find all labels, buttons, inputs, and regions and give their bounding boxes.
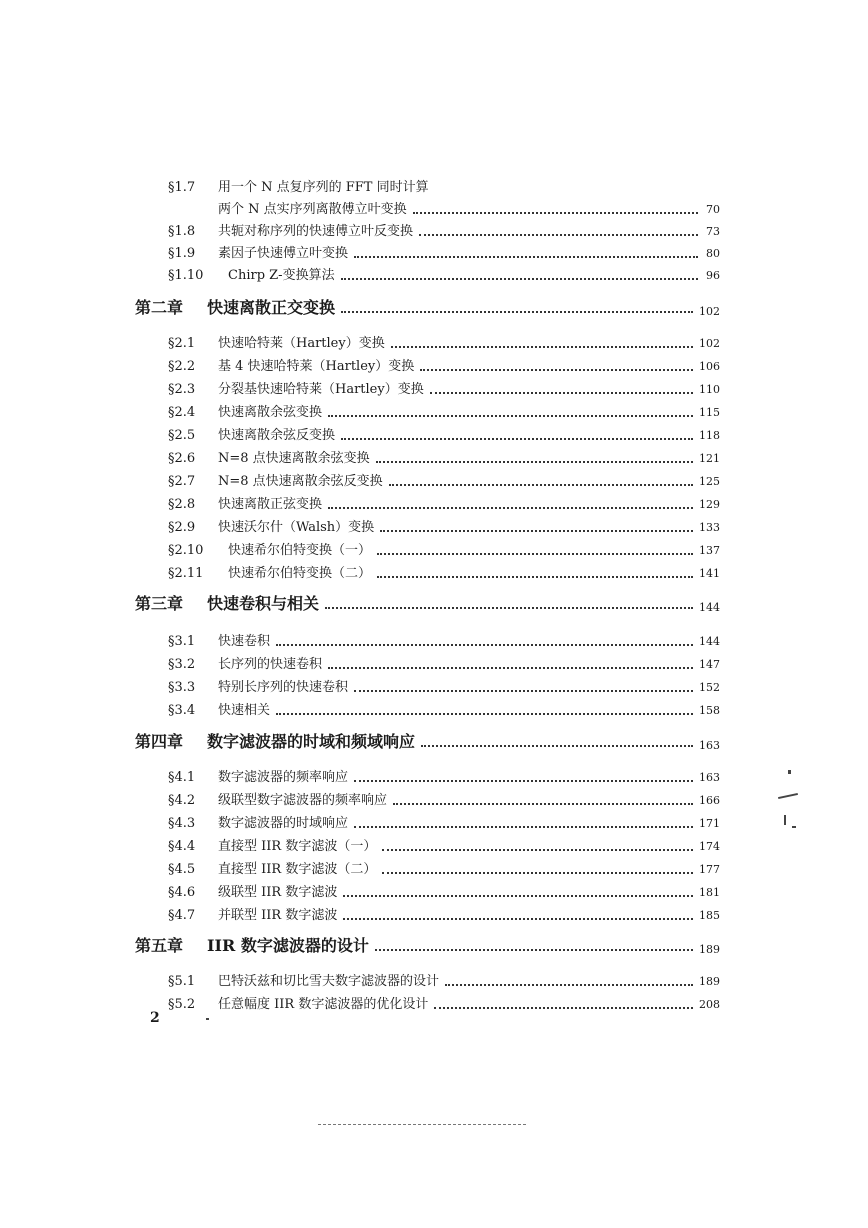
- toc-entry-1-7-cont: [218, 198, 720, 218]
- section-number: §5.2: [168, 997, 196, 1012]
- dot-leader: [341, 277, 698, 280]
- section-number: §5.1: [168, 974, 196, 989]
- toc-entry-2-10: [168, 539, 720, 559]
- toc-entry-4-1: [168, 766, 720, 786]
- section-title: 级联型数字滤波器的频率响应: [218, 793, 388, 808]
- chapter-title: 数字滤波器的时域和频域响应: [207, 732, 416, 751]
- section-number: §2.10: [168, 543, 204, 558]
- page-number: 147: [699, 658, 720, 671]
- dot-leader: [382, 848, 693, 851]
- page-number: 102: [699, 337, 720, 350]
- dot-leader: [430, 391, 693, 394]
- toc-entry-2-1: [168, 332, 720, 352]
- section-title: 快速卷积: [218, 634, 271, 649]
- toc-entry-1-8: [168, 220, 720, 240]
- chapter-title: 快速离散正交变换: [207, 298, 336, 317]
- page-number: 133: [699, 521, 720, 534]
- dot-leader: [445, 983, 693, 986]
- page-number: 152: [699, 681, 720, 694]
- section-title: 快速离散余弦反变换: [218, 428, 336, 443]
- section-number: §4.1: [168, 770, 196, 785]
- section-title: 共轭对称序列的快速傅立叶反变换: [218, 224, 414, 239]
- chapter-number: 第四章: [135, 732, 184, 751]
- toc-chapter-3: [135, 592, 720, 614]
- page-number: 144: [699, 601, 720, 614]
- section-title: 分裂基快速哈特莱（Hartley）变换: [218, 382, 424, 397]
- dot-leader: [341, 437, 693, 440]
- page-number: 141: [699, 567, 720, 580]
- section-title: 特别长序列的快速卷积: [218, 680, 349, 695]
- page-number: 189: [699, 943, 720, 956]
- dot-leader: [413, 211, 698, 214]
- section-title: 基 4 快速哈特莱（Hartley）变换: [218, 359, 415, 374]
- chapter-number: 第二章: [135, 298, 184, 317]
- section-title: 快速沃尔什（Walsh）变换: [218, 520, 375, 535]
- page-number: 102: [699, 305, 720, 318]
- toc-entry-5-2: [168, 993, 720, 1013]
- section-number: §2.3: [168, 382, 196, 397]
- section-number: §1.9: [168, 246, 196, 261]
- toc-entry-3-2: [168, 653, 720, 673]
- section-number: §2.7: [168, 474, 196, 489]
- section-title: 长序列的快速卷积: [218, 657, 323, 672]
- page-number: 70: [706, 203, 720, 216]
- toc-chapter-5: [135, 934, 720, 956]
- toc-entry-1-10: [168, 264, 720, 284]
- dot-leader: [421, 744, 693, 747]
- scan-speck: [784, 815, 786, 825]
- page-number: 121: [699, 452, 720, 465]
- page-number: 137: [699, 544, 720, 557]
- section-title: 并联型 IIR 数字滤波: [218, 908, 338, 923]
- section-number: §2.4: [168, 405, 196, 420]
- chapter-title: IIR 数字滤波器的设计: [207, 936, 369, 955]
- toc-chapter-2: [135, 296, 720, 318]
- section-title: N=8 点快速离散余弦反变换: [218, 474, 383, 489]
- section-title: 两个 N 点实序列离散傅立叶变换: [218, 202, 407, 217]
- page-number: 80: [706, 247, 720, 260]
- toc-entry-4-2: [168, 789, 720, 809]
- dot-leader: [375, 948, 693, 951]
- page-number: 181: [699, 886, 720, 899]
- toc-entry-4-3: [168, 812, 720, 832]
- dot-leader: [276, 712, 693, 715]
- section-number: §3.2: [168, 657, 196, 672]
- dot-leader: [325, 606, 693, 609]
- dot-leader: [354, 255, 698, 258]
- toc-entry-2-3: [168, 378, 720, 398]
- section-title: Chirp Z-变换算法: [228, 268, 335, 283]
- section-number: §4.2: [168, 793, 196, 808]
- dot-leader: [380, 529, 693, 532]
- section-title: 巴特沃兹和切比雪夫数字滤波器的设计: [218, 974, 440, 989]
- page-number: 118: [699, 429, 720, 442]
- section-title: 快速相关: [218, 703, 271, 718]
- dot-leader: [354, 825, 693, 828]
- section-number: §2.9: [168, 520, 196, 535]
- page-number: 174: [699, 840, 720, 853]
- scan-footer-line: [318, 1124, 526, 1127]
- section-number: §4.4: [168, 839, 196, 854]
- toc-entry-2-7: [168, 470, 720, 490]
- dot-leader: [343, 917, 693, 920]
- page-number: 189: [699, 975, 720, 988]
- section-title: 数字滤波器的频率响应: [218, 770, 349, 785]
- section-number: §4.7: [168, 908, 196, 923]
- toc-entry-2-2: [168, 355, 720, 375]
- section-number: §3.4: [168, 703, 196, 718]
- toc-entry-3-1: [168, 630, 720, 650]
- section-title: 快速希尔伯特变换（二）: [228, 566, 372, 581]
- page-number: 208: [699, 998, 720, 1011]
- toc-entry-3-4: [168, 699, 720, 719]
- section-title: N=8 点快速离散余弦变换: [218, 451, 370, 466]
- section-number: §2.5: [168, 428, 196, 443]
- toc-entry-4-5: [168, 858, 720, 878]
- section-number: §2.11: [168, 566, 204, 581]
- toc-entry-2-9: [168, 516, 720, 536]
- section-number: §4.6: [168, 885, 196, 900]
- section-title: 任意幅度 IIR 数字滤波器的优化设计: [218, 997, 429, 1012]
- dot-leader: [391, 345, 693, 348]
- page-number: 163: [699, 771, 720, 784]
- page-number: 115: [699, 406, 720, 419]
- dot-leader: [376, 460, 693, 463]
- section-number: §2.8: [168, 497, 196, 512]
- dot-leader: [420, 368, 693, 371]
- section-number: §2.2: [168, 359, 196, 374]
- dot-leader: [389, 483, 693, 486]
- scan-speck: [792, 826, 796, 828]
- toc-entry-2-4: [168, 401, 720, 421]
- toc-entry-4-4: [168, 835, 720, 855]
- toc-entry-4-6: [168, 881, 720, 901]
- section-number: §1.10: [168, 268, 204, 283]
- toc-entry-5-1: [168, 970, 720, 990]
- section-number: §3.3: [168, 680, 196, 695]
- dot-leader: [354, 689, 693, 692]
- section-title: 快速离散余弦变换: [218, 405, 323, 420]
- toc-entry-2-8: [168, 493, 720, 513]
- toc-entry-3-3: [168, 676, 720, 696]
- dot-leader: [328, 414, 693, 417]
- page-number: 110: [699, 383, 720, 396]
- page-number: 125: [699, 475, 720, 488]
- toc-chapter-4: [135, 730, 720, 752]
- toc-entry-2-11: [168, 562, 720, 582]
- page-number: 158: [699, 704, 720, 717]
- section-title: 快速离散正弦变换: [218, 497, 323, 512]
- section-title: 直接型 IIR 数字滤波（一）: [218, 839, 377, 854]
- chapter-number: 第五章: [135, 936, 184, 955]
- section-title: 直接型 IIR 数字滤波（二）: [218, 862, 377, 877]
- section-number: §2.6: [168, 451, 196, 466]
- page-folio: 2: [150, 1010, 160, 1026]
- page-number: 96: [706, 269, 720, 282]
- section-title: 素因子快速傅立叶变换: [218, 246, 349, 261]
- dot-leader: [382, 871, 693, 874]
- section-title: 级联型 IIR 数字滤波: [218, 885, 338, 900]
- scan-speck: [778, 793, 798, 799]
- dot-leader: [354, 779, 693, 782]
- dot-leader: [377, 575, 693, 578]
- page-number: 177: [699, 863, 720, 876]
- dot-leader: [343, 894, 693, 897]
- toc-entry-1-9: [168, 242, 720, 262]
- toc-entry-2-5: [168, 424, 720, 444]
- section-title: 用一个 N 点复序列的 FFT 同时计算: [218, 180, 429, 195]
- section-number: §4.3: [168, 816, 196, 831]
- scan-speck: [788, 770, 791, 774]
- dot-leader: [419, 233, 698, 236]
- section-number: §3.1: [168, 634, 196, 649]
- page-number: 166: [699, 794, 720, 807]
- section-number: §2.1: [168, 336, 196, 351]
- page-number: 106: [699, 360, 720, 373]
- page-number: 163: [699, 739, 720, 752]
- page-number: 144: [699, 635, 720, 648]
- chapter-number: 第三章: [135, 594, 184, 613]
- page-number: 171: [699, 817, 720, 830]
- section-number: §4.5: [168, 862, 196, 877]
- dot-leader: [434, 1006, 693, 1009]
- section-title: 数字滤波器的时域响应: [218, 816, 349, 831]
- dot-leader: [328, 506, 693, 509]
- section-number: §1.7: [168, 180, 196, 195]
- page-number: 185: [699, 909, 720, 922]
- page-number: 129: [699, 498, 720, 511]
- page-number: 73: [706, 225, 720, 238]
- section-title: 快速希尔伯特变换（一）: [228, 543, 372, 558]
- dot-leader: [341, 310, 693, 313]
- toc-entry-2-6: [168, 447, 720, 467]
- scan-speck: [206, 1018, 209, 1020]
- section-title: 快速哈特莱（Hartley）变换: [218, 336, 385, 351]
- toc-entry-4-7: [168, 904, 720, 924]
- toc-entry-1-7: [168, 176, 720, 196]
- dot-leader: [276, 643, 693, 646]
- dot-leader: [328, 666, 693, 669]
- chapter-title: 快速卷积与相关: [207, 594, 320, 613]
- section-number: §1.8: [168, 224, 196, 239]
- dot-leader: [377, 552, 693, 555]
- dot-leader: [393, 802, 693, 805]
